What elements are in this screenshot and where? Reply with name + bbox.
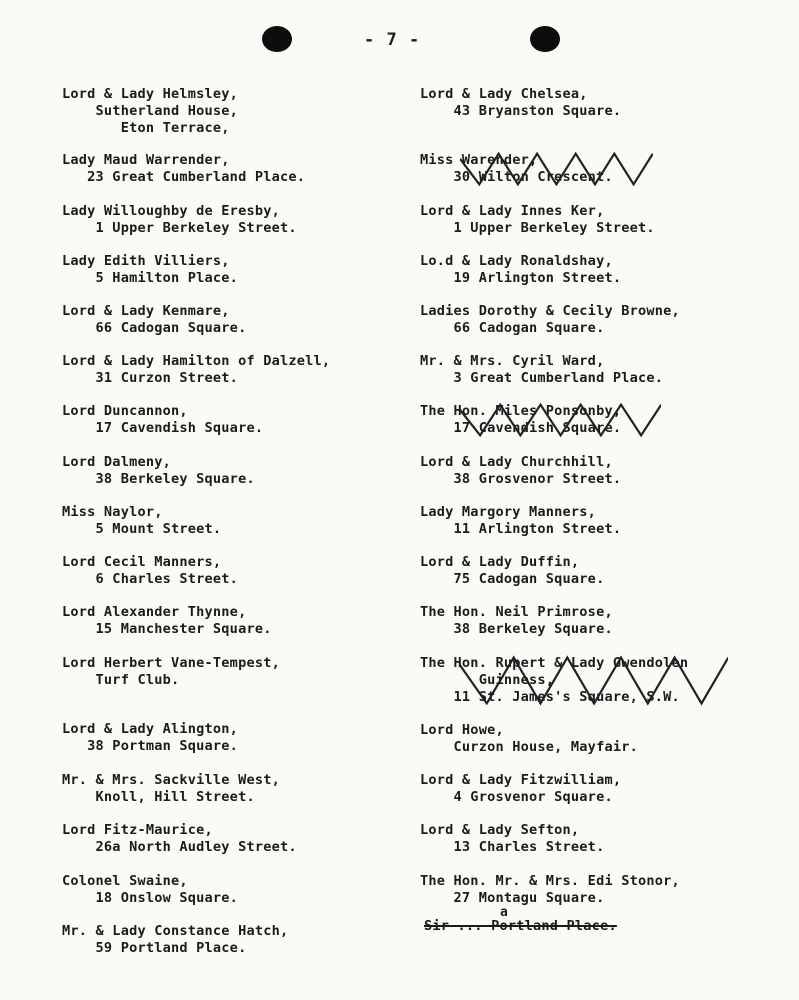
entry-name: Lord & Lady Innes Ker, [420,203,605,219]
entry-address-line: 1 Upper Berkeley Street. [62,220,297,236]
entry-address-line: 31 Curzon Street. [62,370,239,386]
entry-address-line: 5 Mount Street. [62,521,222,537]
entry-name: The Hon. Neil Primrose, [420,604,613,620]
entry-name: Lord & Lady Chelsea, [420,86,588,102]
address-entry [62,604,272,638]
address-entry [420,203,655,237]
punch-hole-right [530,26,560,52]
entry-address-line: 38 Grosvenor Street. [420,471,622,487]
address-entry [420,873,680,907]
address-entry [62,454,255,488]
entry-name: Lord & Lady Hamilton of Dalzell, [62,353,331,369]
address-entry [62,303,246,337]
entry-name: The Hon. Rupert & Lady Gwendolen [420,655,689,671]
entry-address-line: 15 Manchester Square. [62,621,272,637]
entry-address-line: 43 Bryanston Square. [420,103,622,119]
entry-name: Mr. & Mrs. Cyril Ward, [420,353,605,369]
entry-name: Miss Naylor, [62,504,163,520]
entry-name: Mr. & Mrs. Sackville West, [62,772,280,788]
entry-address-line: 38 Berkeley Square. [62,471,255,487]
address-entry [62,772,280,806]
entry-name: Lord Herbert Vane-Tempest, [62,655,280,671]
entry-name: Lady Willoughby de Eresby, [62,203,280,219]
entry-name: Lord & Lady Fitzwilliam, [420,772,622,788]
entry-address-line: Turf Club. [62,672,180,688]
entry-address-line: Guinness, [420,672,555,688]
entry-name: Lord Fitz-Maurice, [62,822,213,838]
entry-name: Lord & Lady Sefton, [420,822,580,838]
address-entry [420,303,680,337]
entry-name: Colonel Swaine, [62,873,188,889]
entry-name: Ladies Dorothy & Cecily Browne, [420,303,680,319]
address-entry [62,873,238,907]
entry-name: Lord Alexander Thynne, [62,604,247,620]
address-entry [62,822,297,856]
entry-address-line: 6 Charles Street. [62,571,239,587]
entry-name: Lady Edith Villiers, [62,253,230,269]
entry-address-line: 5 Hamilton Place. [62,270,239,286]
entry-address-line: 38 Berkeley Square. [420,621,613,637]
entry-address-line: 66 Cadogan Square. [62,320,247,336]
entry-name: Lady Maud Warrender, [62,152,230,168]
entry-address-line: 26a North Audley Street. [62,839,297,855]
entry-address-line: 1 Upper Berkeley Street. [420,220,655,236]
address-entry [62,253,238,287]
entry-address-line: 23 Great Cumberland Place. [62,169,306,185]
entry-address-line: Curzon House, Mayfair. [420,739,638,755]
entry-name: Mr. & Lady Constance Hatch, [62,923,289,939]
punch-hole-left [262,26,292,52]
address-entry [420,554,604,588]
address-entry [62,504,221,538]
entry-address-line: 30 Wilton Crescent. [420,169,613,185]
entry-name: Lord & Lady Kenmare, [62,303,230,319]
entry-address-line: 18 Onslow Square. [62,890,239,906]
address-entry [420,772,621,806]
entry-name: Lord & Lady Duffin, [420,554,580,570]
address-entry [62,203,297,237]
entry-name: Miss Warender, [420,152,538,168]
struck-address-line: Sir ... Portland Place. [424,918,617,934]
address-entry [62,403,263,437]
entry-name: Lord Duncannon, [62,403,188,419]
entry-address-line: 66 Cadogan Square. [420,320,605,336]
entry-name: The Hon. Mr. & Mrs. Edi Stonor, [420,873,680,889]
address-entry [420,454,621,488]
entry-name: Lord Dalmeny, [62,454,171,470]
entry-name: Lo.d & Lady Ronaldshay, [420,253,613,269]
entry-address-line: 19 Arlington Street. [420,270,622,286]
struck-address-entry [420,403,621,437]
entry-address-line: 11 Arlington Street. [420,521,622,537]
entry-name: Lord Cecil Manners, [62,554,222,570]
address-entry [62,554,238,588]
address-entry [420,604,613,638]
entry-address-line: 4 Grosvenor Square. [420,789,613,805]
entry-name: Lord & Lady Helmsley, [62,86,239,102]
struck-address-entry [420,152,613,186]
address-entry [62,923,288,957]
entry-address-line: 75 Cadogan Square. [420,571,605,587]
address-entry [420,353,663,387]
entry-address-line: 3 Great Cumberland Place. [420,370,664,386]
entry-address-line: 17 Cavendish Square. [62,420,264,436]
struck-address-entry [420,655,688,706]
entry-address-line: Sutherland House, [62,103,239,119]
address-entry [420,504,621,538]
entry-address-line: 13 Charles Street. [420,839,605,855]
address-entry [420,722,638,756]
entry-name: Lord & Lady Alington, [62,721,239,737]
entry-address-line: 38 Portman Square. [62,738,239,754]
address-entry [62,86,238,137]
entry-name: Lady Margory Manners, [420,504,597,520]
entry-name: The Hon. Miles Ponsonby, [420,403,622,419]
entry-address-line: Knoll, Hill Street. [62,789,255,805]
entry-address-line: 27 Montagu Square. [420,890,605,906]
address-entry [62,353,330,387]
entry-name: Lord Howe, [420,722,504,738]
entry-address-line: 17 Cavendish Square. [420,420,622,436]
entry-address-line: Eton Terrace, [62,120,230,136]
address-entry [420,253,621,287]
entry-address-line: 11 St. James's Square, S.W. [420,689,680,705]
page-number: - 7 - [364,30,421,50]
insertion-mark: a [500,905,508,920]
entry-address-line: 59 Portland Place. [62,940,247,956]
address-entry [420,822,604,856]
address-entry [62,655,280,689]
address-entry [420,86,621,120]
address-entry [62,152,305,186]
address-entry [62,721,238,755]
entry-name: Lord & Lady Churchhill, [420,454,613,470]
